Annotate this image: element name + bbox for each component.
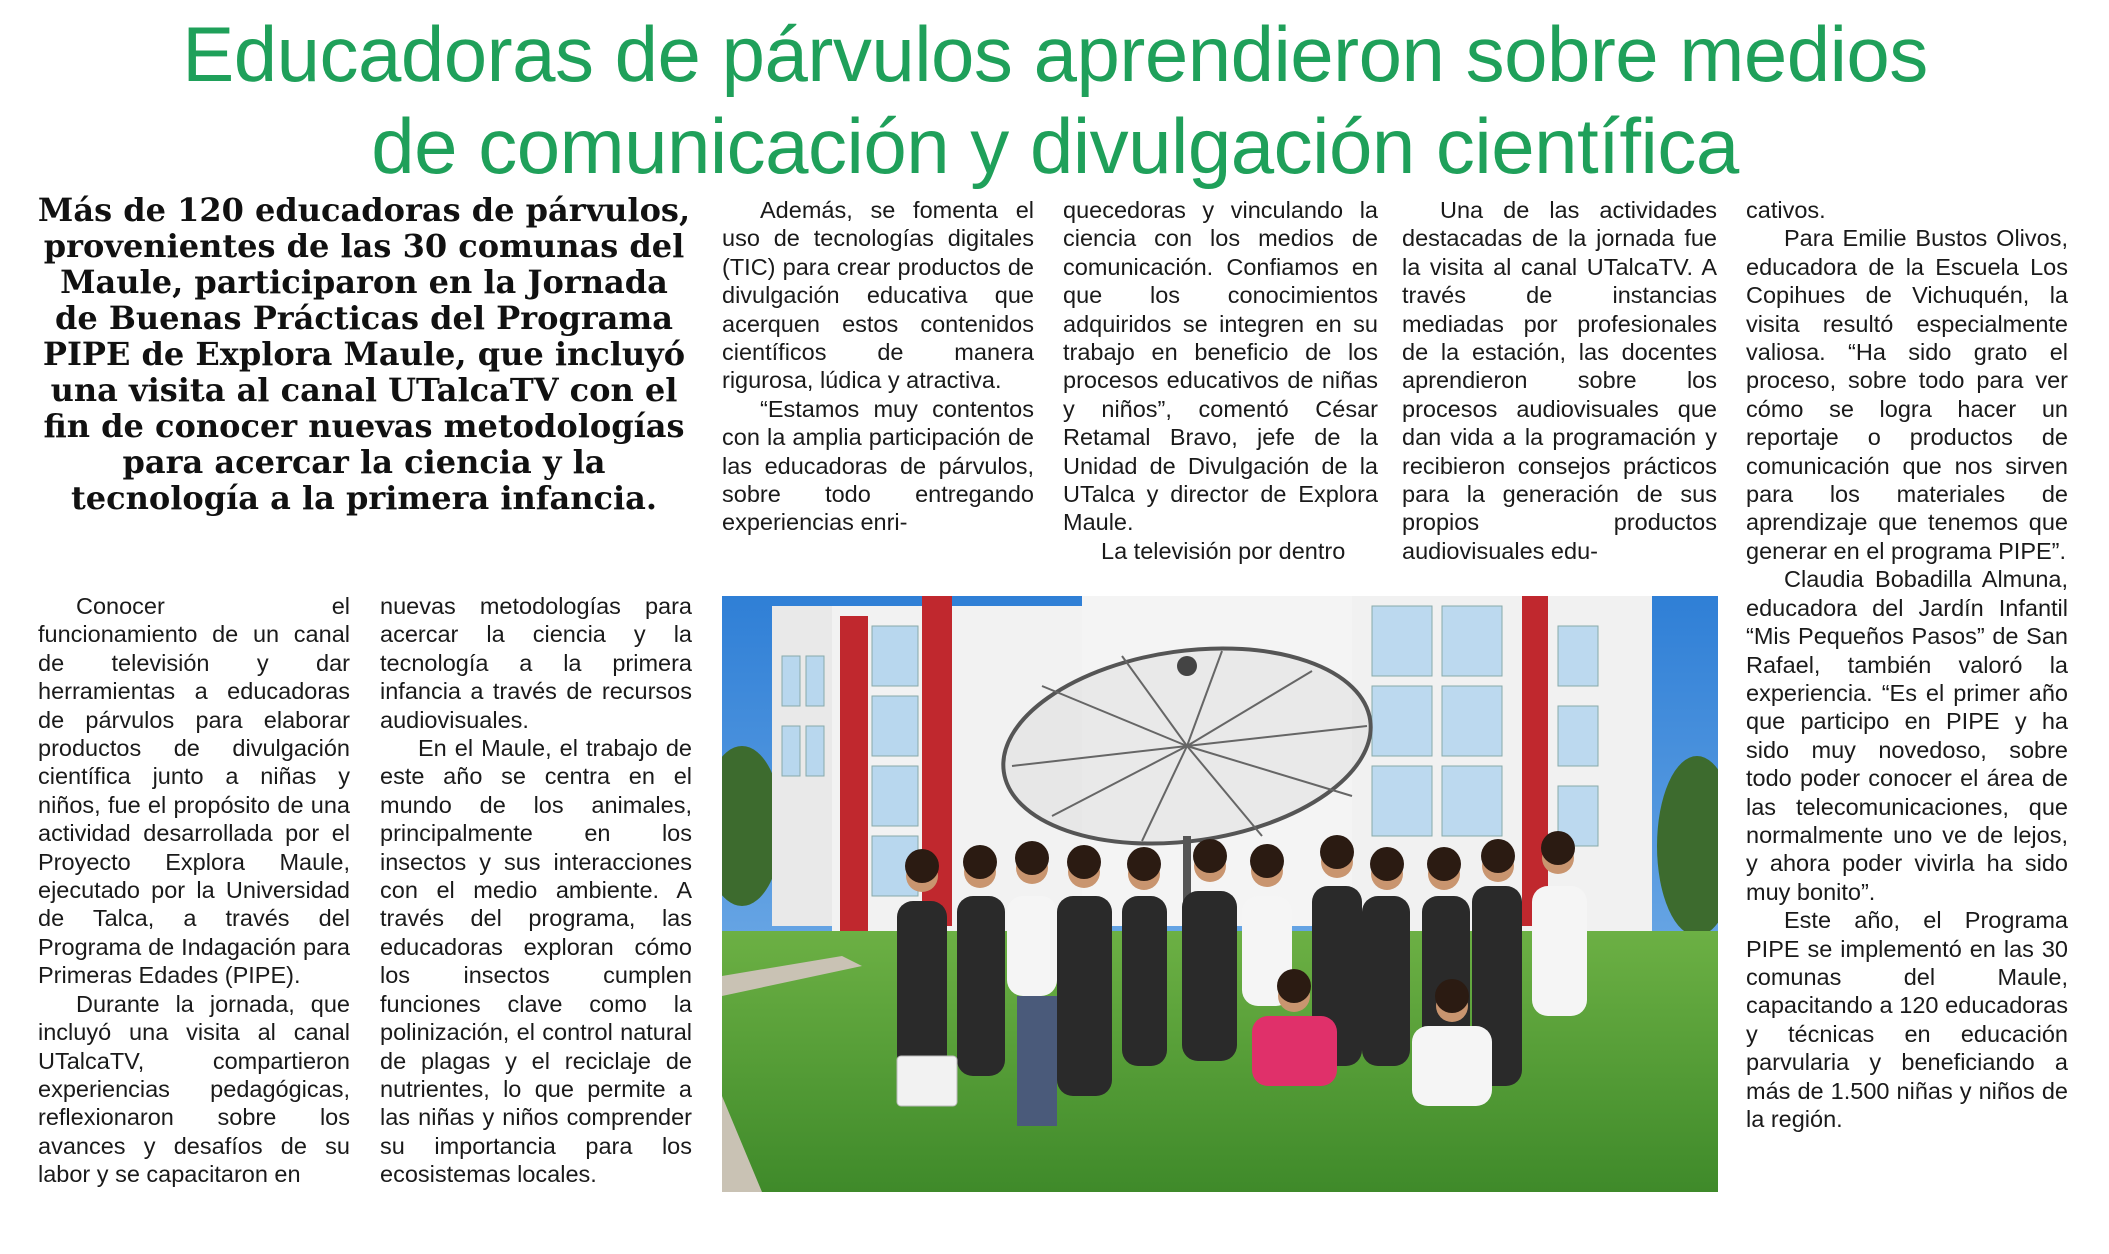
group-photo-illustration [722, 596, 1718, 1192]
article-column-1 [38, 592, 350, 1189]
paragraph: Además, se fomenta el uso de tecnologías digitales (TIC) para crear productos de divulgación educativa que acerquen estos contenidos científicos de manera rigurosa, lúdica y atractiva. [722, 197, 1034, 394]
article-column-3 [722, 196, 1034, 537]
headline-line-1: Educadoras de párvulos aprendieron sobre medios [182, 10, 1928, 98]
article-column-6 [1746, 196, 2068, 1133]
dish-feed [1177, 656, 1197, 676]
paragraph: nuevas metodologías para acercar la ciencia y la tecnología a la primera infancia a través de recursos audiovisuales. [380, 593, 692, 733]
headline-line-2: de comunicación y divulgación científica [371, 102, 1739, 190]
article-column-2 [380, 592, 692, 1189]
paragraph: En el Maule, el trabajo de este año se centra en el mundo de los animales, principalmente en los insectos y sus interacciones con el medio ambiente. A través del programa, las educadoras exploran cómo los insectos cumplen funciones clave como la polinización, el control natural de plagas y el reciclaje de nutrientes, lo que permite a las niñas y niños comprender su importancia para los ecosistemas locales. [380, 735, 692, 1188]
paragraph: quecedoras y vinculando la ciencia con los medios de comunicación. Confiamos en que los conocimientos adquiridos se integren en su trabajo en beneficio de los procesos educativos de niñas y niños”, comentó César Retamal Bravo, jefe de la Unidad de Divulgación de la UTalca y director de Explora Maule. [1063, 197, 1378, 536]
paragraph: Conocer el funcionamiento de un canal de televisión y dar herramientas a educadoras de párvulos para elaborar productos de divulgación científica junto a niñas y niños, fue el propósito de una actividad desarrollada por el Proyecto Explora Maule, ejecutado por la Universidad de Talca, a través del Programa de Indagación para Primeras Edades (PIPE). [38, 593, 350, 989]
subheading: La televisión por dentro [1101, 537, 1346, 564]
paragraph: Una de las actividades destacadas de la jornada fue la visita al canal UTalcaTV. A través de instancias mediadas por profesionales de la estación, las docentes aprendieron sobre los procesos audiovisuales que dan vida a la programación y recibieron consejos prácticos para la generación de sus propios productos audiovisuales edu- [1402, 197, 1717, 564]
lead-paragraph: Más de 120 educadoras de párvulos, provenientes de las 30 comunas del Maule, participaron en la Jornada de Buenas Prácticas del Programa PIPE de Explora Maule, que incluyó una visita al canal UTalcaTV con el fin de conocer nuevas metodologías para acercar la ciencia y la tecnología a la primera infancia. [37, 191, 691, 517]
paragraph: Para Emilie Bustos Olivos, educadora de la Escuela Los Copihues de Vichuquén, la visita resultó especialmente valiosa. “Ha sido grato el proceso, sobre todo para ver cómo se logra hacer un reportaje o productos de comunicación que nos sirven para los materiales de aprendizaje que tenemos que generar en el programa PIPE”. [1746, 225, 2068, 564]
article-column-5 [1402, 196, 1717, 565]
article-column-4 [1063, 196, 1378, 565]
headline [60, 8, 2050, 192]
building-red-frame [840, 616, 868, 936]
paragraph: Claudia Bobadilla Almuna, educadora del Jardín Infantil “Mis Pequeños Pasos” de San Rafael, también valoró la experiencia. “Es el primer año que participo en PIPE y ha sido muy novedoso, sobre todo poder conocer el área de las telecomunicaciones, que normalmente uno ve de lejos, y ahora poder vivirla ha sido muy bonito”. [1746, 566, 2068, 905]
paragraph: cativos. [1746, 197, 1826, 223]
paragraph: Este año, el Programa PIPE se implementó en las 30 comunas del Maule, capacitando a 120 educadoras y técnicas en educación parvularia y beneficiando a más de 1.500 niñas y niños de la región. [1746, 907, 2068, 1132]
group-photo [722, 596, 1718, 1192]
paragraph: Durante la jornada, que incluyó una visita al canal UTalcaTV, compartieron experiencias pedagógicas, reflexionaron sobre los avances y desafíos de su labor y se capacitaron en [38, 990, 350, 1188]
paragraph: “Estamos muy contentos con la amplia participación de las educadoras de párvulos, sobre todo entregando experiencias enri- [722, 395, 1034, 536]
building-red-frame [1522, 596, 1548, 926]
